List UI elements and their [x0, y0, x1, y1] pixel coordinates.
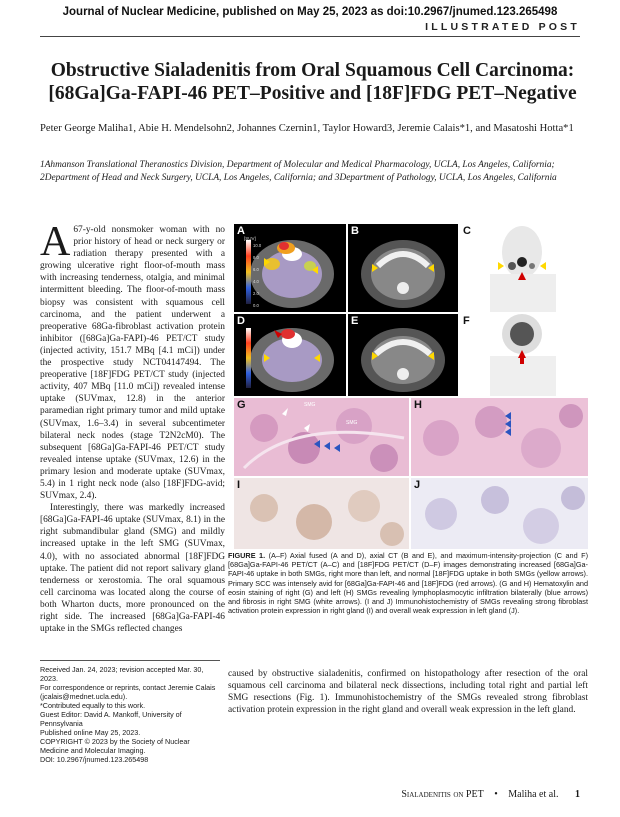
panel-label-f: F [463, 315, 470, 327]
panel-d-image [234, 314, 346, 396]
footnote-published: Published online May 25, 2023. [40, 728, 141, 737]
journal-banner: Journal of Nuclear Medicine, published on May 25, 2023 as doi:10.2967/jnumed.123.265498 [62, 6, 558, 18]
footnote-copyright: COPYRIGHT © 2023 by the Society of Nuclear Medicine and Molecular Imaging. [40, 737, 190, 755]
panel-label-i: I [237, 479, 241, 491]
panel-label-e: E [351, 315, 359, 327]
panel-d-fused-fdg [234, 314, 346, 396]
caption-label: FIGURE 1. [228, 551, 266, 560]
body-column-right: caused by obstructive sialadenitis, confirmed on histopathology after resection of the oral squamous cell carcinoma and bilateral neck dissections, including total right and partial left SMG resections (Fig. 1). Immunohistochemistry of the SMGs revealed strong fibroblast activation protein expression in the right gland and overall weak expression in the left gland. [228, 669, 588, 716]
panel-f-image [460, 314, 588, 396]
panel-label-c: C [463, 225, 471, 237]
panel-i-image [234, 478, 409, 549]
panel-j-image [411, 478, 588, 549]
paragraph-1 [40, 219, 225, 502]
scale-tick: 8.0 [253, 255, 259, 260]
paragraph-1-text: 67-y-old nonsmoker woman with no prior history of head or neck surgery or radiation therapy presented with a growing ulcerative right floor-of-mouth mass with increasing tenderness, otalgia, and minimal intermittent bleeding. The floor-of-mouth mass biopsy was consistent with squamous cell carcinoma, and the patient underwent a preoperative 68Ga-fibroblast activation protein inhibitor ([68Ga]Ga-FAPI)-46 PET/CT study (injected activity, 151.7 MBq [4.1 mCi]) under the prospective study NCT04147494. The preoperative [18F]FDG PET/CT study (injected activity, 407 MBq [11.0 mCi]) revealed intense uptake (SUVmax, 12.8) in the anterior paramedian right primary tumor and mild uptake (SUVmax, 1.6–3.4) in several subcentimeter bilateral neck nodes (stage T2N2cM0). The subsequent [68Ga]Ga-FAPI-46 PET/CT study revealed intense uptake (SUVmax, 12.6) in the primary lesion and moderate uptake (SUVmax, 5.4) in 1 right neck node (also [18F]FDG-avid; SUVmax, 2.4). [40, 225, 225, 502]
panel-label-g: G [237, 399, 246, 411]
paragraph-2: Interestingly, there was markedly increased [68Ga]Ga-FAPI-46 uptake (SUVmax, 8.1) in the right submandibular gland (SMG) and mildly increased uptake in the left SMG (SUVmax, 4.0), with no associated abnormal [18F]FDG uptake. The patient did not report salivary gland tenderness or xerostomia. The oral squamous cell carcinoma was located along the course of both Wharton ducts, more pronounced on the right side. The increased [68Ga]Ga-FAPI-46 uptake in the SMGs reflected changes [40, 503, 225, 635]
panel-label-a: A [237, 225, 245, 237]
panel-f-mip-fdg [460, 314, 588, 396]
scale-tick: 10.0 [253, 243, 262, 248]
footnote-received: Received Jan. 24, 2023; revision accepted Mar. 30, 2023. [40, 665, 204, 683]
section-label: ILLUSTRATED POST [425, 21, 580, 33]
title-line-1: Obstructive Sialadenitis from Oral Squamous Cell Carcinoma: [50, 60, 575, 81]
panel-label-h: H [414, 399, 422, 411]
footnote-guest-editor: Guest Editor: David A. Mankoff, University of Pennsylvania [40, 710, 182, 728]
panel-label-b: B [351, 225, 359, 237]
panel-label-d: D [237, 315, 245, 327]
caption-text: (A–F) Axial fused (A and D), axial CT (B and E), and maximum-intensity-projection (C and F) [68Ga]Ga-FAPI-46 PET/CT (A–C) and [18F]FDG PET/CT (D–F) images demonstrating increased [68Ga]Ga-FAPI-46 uptake in both SMGs, right more than left, and normal [18F]FDG uptake in both SMGs (yellow arrows). Primary SCC was intensely avid for [68Ga]Ga-FAPI-46 and [18F]FDG (red arrows). (G and H) Hematoxylin and eosin staining of right (G) and left (H) SMGs revealing lymphoplasmocytic infiltration bilaterally (blue arrows) and fibrosis in right SMG (white arrows). (I and J) Immunohistochemistry of SMGs revealing strong fibroblast activation protein expression in right gland (I) and overall weak expression in left gland (J). [228, 551, 589, 616]
panel-i-ihc-right [234, 478, 409, 549]
article-title [40, 59, 585, 105]
affiliations: 1Ahmanson Translational Theranostics Division, Department of Molecular and Medical Pharmacology, UCLA, Los Angeles, California; 2Department of Head and Neck Surgery, UCLA, Los Angeles, California; and 3Department of Pathology, UCLA, Los Angeles, California [40, 160, 557, 183]
header-rule [40, 36, 580, 37]
panel-c-mip-fapi [460, 224, 588, 312]
panel-g-he-right [234, 398, 409, 476]
running-head: Sialadenitis on PET [401, 789, 484, 800]
panel-h-image [411, 398, 588, 476]
panel-e-image [348, 314, 458, 396]
footnote-correspondence: For correspondence or reprints, contact Jeremie Calais (jcalais@mednet.ucla.edu). [40, 683, 216, 701]
scale-tick: 6.0 [253, 267, 259, 272]
smg-annotation: SMG [346, 420, 358, 426]
panel-j-ihc-left [411, 478, 588, 549]
page-number: 1 [575, 789, 580, 800]
scale-unit: [SUV] [244, 236, 256, 241]
author-list: Peter George Maliha1, Abie H. Mendelsohn2, Johannes Czernin1, Taylor Howard3, Jeremie Calais*1, and Masatoshi Hotta*1 [40, 123, 574, 134]
scale-tick: 2.0 [253, 291, 259, 296]
scale-tick: 4.0 [253, 279, 259, 284]
panel-g-image [234, 398, 409, 476]
footer-authors: Maliha et al. [508, 789, 559, 800]
footer-separator: • [494, 789, 498, 800]
scale-ticks [253, 240, 261, 312]
smg-annotation: SMG [304, 402, 316, 408]
page-footer [393, 789, 580, 800]
panel-e-ct [348, 314, 458, 396]
scale-tick: 0.0 [253, 303, 259, 308]
body-column-left [40, 219, 225, 635]
drop-cap: A [40, 219, 71, 265]
panel-h-he-left [411, 398, 588, 476]
panel-b-image [348, 224, 458, 312]
panel-label-j: J [414, 479, 421, 491]
figure-1 [234, 224, 588, 549]
footnote-equal-contribution: *Contributed equally to this work. [40, 701, 146, 710]
panel-a-fused-fapi [234, 224, 346, 312]
footnote-doi: DOI: 10.2967/jnumed.123.265498 [40, 755, 149, 764]
title-line-2: [68Ga]Ga-FAPI-46 PET–Positive and [18F]FDG PET–Negative [48, 83, 577, 104]
panel-b-ct [348, 224, 458, 312]
figure-caption [228, 551, 588, 615]
footnotes [40, 665, 220, 764]
footnote-rule [40, 660, 220, 661]
panel-c-image [460, 224, 588, 312]
